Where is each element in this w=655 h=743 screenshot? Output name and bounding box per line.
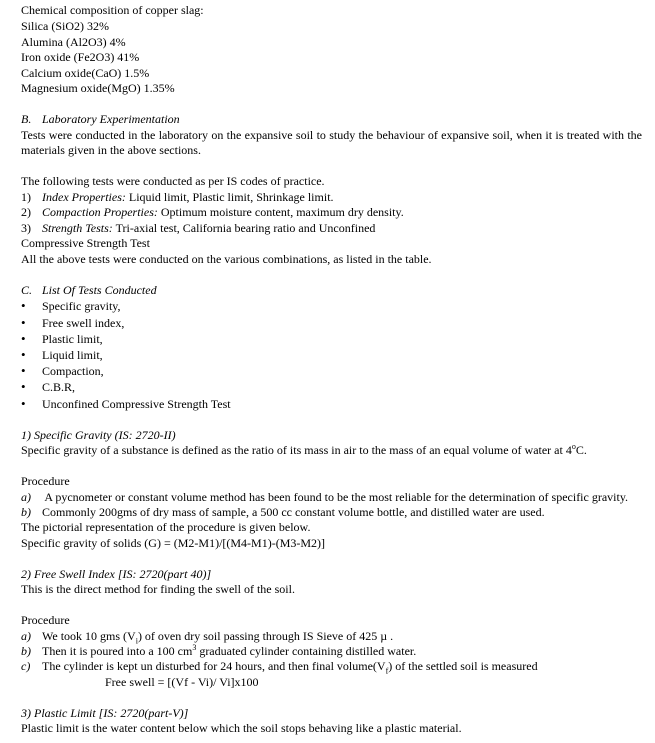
- section-c-title: List Of Tests Conducted: [42, 283, 157, 297]
- procedure-step: [21, 644, 416, 660]
- slag-item-silica: Silica (SiO2) 32%: [21, 19, 109, 33]
- free-swell-intro: This is the direct method for finding the swell of the soil.: [21, 582, 295, 596]
- test-item-text: Optimum moisture content, maximum dry density.: [157, 205, 404, 219]
- list-item: [21, 331, 103, 348]
- list-item: [21, 396, 231, 413]
- combinations-line: All the above tests were conducted on the various combinations, as listed in the table.: [21, 252, 432, 266]
- section-c-heading: [21, 283, 157, 299]
- list-item: [21, 347, 103, 364]
- test-item-number: 2): [21, 205, 31, 219]
- test-item-index-properties: [21, 190, 334, 206]
- slag-item-iron-oxide: Iron oxide (Fe2O3) 41%: [21, 50, 140, 64]
- test-item-strength-tests: [21, 221, 375, 237]
- section-b-label: B.: [21, 112, 32, 126]
- tests-intro: The following tests were conducted as per IS codes of practice.: [21, 174, 325, 188]
- subscript: i: [135, 636, 138, 646]
- section-c-label: C.: [21, 283, 33, 297]
- test-item-text: Tri-axial test, California bearing ratio and Unconfined: [112, 221, 376, 235]
- slag-item-calcium-oxide: Calcium oxide(CaO) 1.5%: [21, 66, 150, 80]
- bullet-icon: [21, 396, 42, 413]
- lab-paragraph-line-2: materials given in the above sections.: [21, 143, 201, 157]
- list-item: [21, 298, 121, 315]
- slag-item-magnesium-oxide: Magnesium oxide(MgO) 1.35%: [21, 81, 175, 95]
- step-label: a): [21, 629, 31, 643]
- procedure-heading: Procedure: [21, 474, 70, 488]
- plastic-limit-definition: Plastic limit is the water content below which the soil stops behaving like a plastic material.: [21, 721, 462, 735]
- test-item-label: Strength Tests:: [42, 221, 113, 235]
- step-text: Then it is poured into a 100 cm: [42, 644, 193, 658]
- pictorial-line: The pictorial representation of the procedure is given below.: [21, 520, 311, 534]
- list-item-text: Free swell index,: [42, 316, 125, 330]
- list-item-text: Compaction,: [42, 364, 104, 378]
- section-b-title: Laboratory Experimentation: [42, 112, 180, 126]
- list-item-text: Unconfined Compressive Strength Test: [42, 397, 231, 411]
- test-item-number: 3): [21, 221, 31, 235]
- lab-paragraph-line-1: Tests were conducted in the laboratory on the expansive soil to study the behaviour of expansive soil, when it is treated with the: [21, 128, 642, 142]
- slag-heading: Chemical composition of copper slag:: [21, 3, 204, 17]
- step-label: a): [21, 490, 31, 504]
- step-text: ) of the settled soil is measured: [388, 659, 538, 673]
- superscript: 3: [192, 643, 197, 652]
- bullet-icon: [21, 298, 42, 315]
- list-item-text: Specific gravity,: [42, 299, 121, 313]
- specific-gravity-definition: [21, 443, 587, 459]
- definition-text: Specific gravity of a substance is defined as the ratio of its mass in air to the mass of an equal volume of water at 4: [21, 443, 572, 457]
- bullet-icon: [21, 363, 42, 380]
- specific-gravity-formula: Specific gravity of solids (G) = (M2-M1)/[(M4-M1)-(M3-M2)]: [21, 536, 326, 550]
- procedure-step: [21, 490, 628, 506]
- list-item: [21, 363, 104, 380]
- degree-unit: C.: [575, 443, 587, 457]
- plastic-limit-heading: 3) Plastic Limit [IS: 2720(part-V)]: [21, 706, 189, 720]
- bullet-icon: [21, 315, 42, 332]
- step-text: We took 10 gms (V: [42, 629, 136, 643]
- step-text: Commonly 200gms of dry mass of sample, a 500 cc constant volume bottle, and distilled water are used.: [42, 505, 545, 519]
- subscript: f: [385, 666, 389, 676]
- step-text: A pycnometer or constant volume method has been found to be the most reliable for the determination of specific gravity.: [42, 490, 629, 504]
- list-item: [21, 315, 124, 332]
- free-swell-heading: 2) Free Swell Index [IS: 2720(part 40)]: [21, 567, 212, 581]
- step-label: b): [21, 505, 31, 519]
- list-item-text: Liquid limit,: [42, 348, 103, 362]
- compressive-strength-line: Compressive Strength Test: [21, 236, 150, 250]
- section-b-heading: [21, 112, 180, 128]
- step-text: graduated cylinder containing distilled water.: [196, 644, 417, 658]
- test-item-text: Liquid limit, Plastic limit, Shrinkage limit.: [125, 190, 334, 204]
- test-item-compaction-properties: [21, 205, 404, 221]
- slag-item-alumina: Alumina (Al2O3) 4%: [21, 35, 126, 49]
- specific-gravity-heading: 1) Specific Gravity (IS: 2720-II): [21, 428, 176, 442]
- free-swell-formula: Free swell = [(Vf - Vi)/ Vi]x100: [105, 675, 259, 689]
- step-text: The cylinder is kept un disturbed for 24 hours, and then final volume(V: [42, 659, 386, 673]
- step-label: b): [21, 644, 31, 658]
- procedure-step: [21, 505, 545, 521]
- procedure-step: [21, 659, 538, 675]
- bullet-icon: [21, 347, 42, 364]
- bullet-icon: [21, 379, 42, 396]
- bullet-icon: [21, 331, 42, 348]
- step-text: ) of oven dry soil passing through IS Sieve of 425 µ .: [137, 629, 394, 643]
- test-item-number: 1): [21, 190, 31, 204]
- procedure-step: [21, 629, 393, 645]
- step-label: c): [21, 659, 31, 673]
- test-item-label: Index Properties:: [42, 190, 126, 204]
- list-item-text: Plastic limit,: [42, 332, 103, 346]
- test-item-label: Compaction Properties:: [42, 205, 158, 219]
- procedure-heading: Procedure: [21, 613, 70, 627]
- list-item: [21, 379, 75, 396]
- degree-superscript: o: [571, 442, 576, 451]
- list-item-text: C.B.R,: [42, 380, 76, 394]
